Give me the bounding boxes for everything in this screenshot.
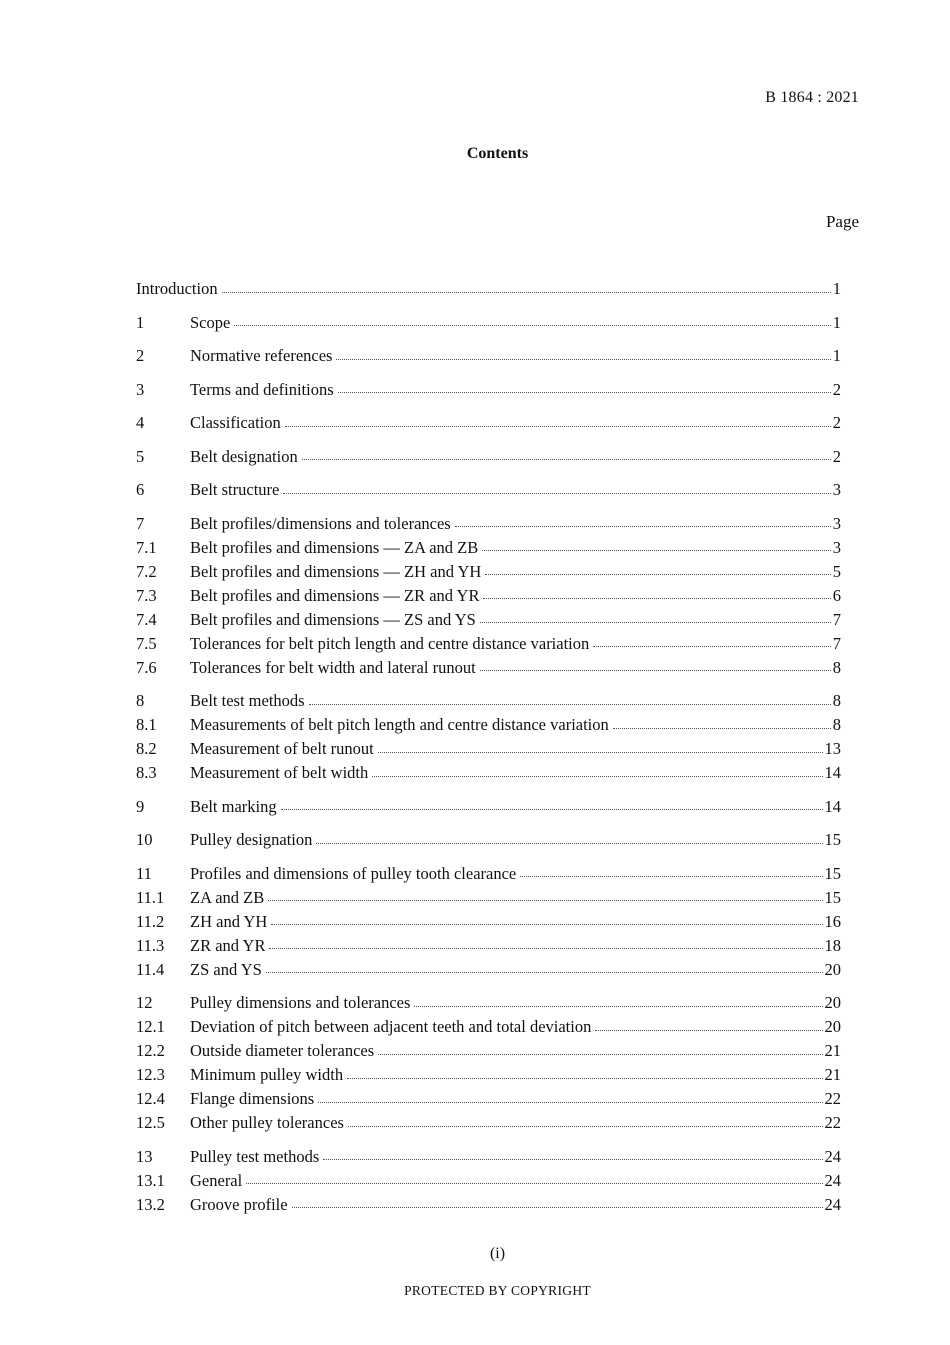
toc-entry-number: 13 <box>136 1146 153 1166</box>
toc-entry-title: Tolerances for belt pitch length and centre distance variation <box>190 633 590 653</box>
dot-leader <box>323 1159 822 1160</box>
toc-entry-title: Deviation of pitch between adjacent teeth and total deviation <box>190 1017 592 1036</box>
toc-entry-page: 8 <box>832 657 841 677</box>
dot-leader <box>482 550 830 551</box>
toc-entry-page: 22 <box>824 1089 841 1108</box>
toc-entry-title: Pulley designation <box>190 830 313 849</box>
toc-entry-title: Minimum pulley width <box>190 1065 344 1084</box>
toc-entry-number: 7.4 <box>136 609 157 629</box>
toc-entry-page: 2 <box>832 379 841 399</box>
toc-entry-number: 12.1 <box>136 1017 165 1036</box>
dot-leader <box>595 1030 822 1031</box>
toc-entry-page: 1 <box>832 279 841 298</box>
dot-leader <box>348 1126 823 1127</box>
toc-entry-page: 5 <box>832 561 841 581</box>
toc-entry-number: 7.3 <box>136 585 157 605</box>
toc-entry-page: 2 <box>832 413 841 432</box>
toc-entry[interactable] <box>136 862 841 886</box>
toc-entry-number: 12 <box>136 993 153 1012</box>
toc-entry-page: 8 <box>832 715 841 734</box>
toc-entry-title: ZH and YH <box>190 911 268 931</box>
toc-entry-number: 7.6 <box>136 657 157 677</box>
toc-entry[interactable] <box>136 277 841 301</box>
toc-entry-page: 20 <box>824 1017 841 1036</box>
dot-leader <box>336 359 830 360</box>
toc-entry[interactable] <box>136 886 841 910</box>
toc-entry-page: 20 <box>824 959 841 979</box>
dot-leader <box>338 392 831 393</box>
toc-entry-title: General <box>190 1170 243 1190</box>
toc-entry-title: Belt profiles and dimensions — ZH and YH <box>190 561 482 581</box>
toc-entry[interactable] <box>136 1063 841 1087</box>
toc-entry-title: Measurement of belt width <box>190 763 369 782</box>
dot-leader <box>520 876 822 877</box>
toc-entry[interactable] <box>136 1111 841 1135</box>
dot-leader <box>271 924 822 925</box>
toc-entry-number: 12.4 <box>136 1089 165 1108</box>
toc-entry-title: Measurements of belt pitch length and centre distance variation <box>190 715 609 734</box>
toc-entry-page: 15 <box>824 863 841 883</box>
toc-entry[interactable] <box>136 713 841 737</box>
toc-entry-page: 1 <box>832 346 841 365</box>
dot-leader <box>246 1183 822 1184</box>
toc-entry-number: 7 <box>136 513 145 533</box>
dot-leader <box>268 900 822 901</box>
footer-page-number: (i) <box>489 1245 506 1262</box>
toc-entry-page: 18 <box>824 935 841 955</box>
toc-entry[interactable] <box>136 311 841 335</box>
toc-entry[interactable] <box>136 344 841 368</box>
dot-leader <box>485 574 830 575</box>
toc-entry[interactable] <box>136 378 841 402</box>
toc-entry-page: 2 <box>832 446 841 466</box>
toc-entry-number: 13.1 <box>136 1170 165 1190</box>
dot-leader <box>613 728 831 729</box>
toc-entry-number: 5 <box>136 446 145 466</box>
toc-entry-number: 12.5 <box>136 1113 165 1132</box>
toc-entry-title: Belt profiles and dimensions — ZA and ZB <box>190 537 479 557</box>
toc-entry[interactable] <box>136 1015 841 1039</box>
toc-entry-number: 4 <box>136 413 145 432</box>
table-of-contents <box>136 277 841 1217</box>
toc-entry[interactable] <box>136 1169 841 1193</box>
toc-entry-page: 24 <box>824 1194 841 1214</box>
dot-leader <box>593 646 830 647</box>
toc-entry-title: ZA and ZB <box>190 887 265 907</box>
dot-leader <box>480 670 831 671</box>
toc-entry[interactable] <box>136 828 841 852</box>
toc-entry-title: Belt profiles/dimensions and tolerances <box>190 513 451 533</box>
toc-entry-title: Terms and definitions <box>190 379 334 399</box>
toc-entry[interactable] <box>136 411 841 435</box>
toc-entry-number: 3 <box>136 379 145 399</box>
toc-entry-title: Classification <box>190 413 281 432</box>
page-column-label: Page <box>825 212 859 231</box>
toc-entry-number: 7.2 <box>136 561 157 581</box>
toc-entry-title: ZS and YS <box>190 959 262 979</box>
toc-entry-page: 21 <box>824 1065 841 1084</box>
toc-entry-page: 3 <box>832 480 841 499</box>
toc-entry-number: 6 <box>136 480 145 499</box>
dot-leader <box>234 325 830 326</box>
toc-entry-page: 7 <box>832 609 841 629</box>
dot-leader <box>483 598 830 599</box>
toc-entry-title: Scope <box>190 312 231 332</box>
toc-entry-page: 14 <box>824 796 841 816</box>
toc-entry[interactable] <box>136 737 841 761</box>
toc-entry-title: Tolerances for belt width and lateral runout <box>190 657 476 677</box>
toc-entry-number: 2 <box>136 346 145 365</box>
dot-leader <box>455 526 831 527</box>
dot-leader <box>292 1207 823 1208</box>
toc-entry[interactable] <box>136 910 841 934</box>
toc-entry-page: 16 <box>824 911 841 931</box>
toc-entry-title: Measurement of belt runout <box>190 739 374 758</box>
dot-leader <box>316 843 822 844</box>
document-code: B 1864 : 2021 <box>765 89 859 106</box>
dot-leader <box>266 972 823 973</box>
toc-entry-number: 8.3 <box>136 763 157 782</box>
toc-entry[interactable] <box>136 1193 841 1217</box>
toc-entry-title: Profiles and dimensions of pulley tooth clearance <box>190 863 517 883</box>
toc-entry-title: Introduction <box>136 279 218 298</box>
toc-entry[interactable] <box>136 761 841 785</box>
dot-leader <box>269 948 822 949</box>
toc-entry-number: 8 <box>136 691 145 710</box>
dot-leader <box>347 1078 822 1079</box>
toc-entry-title: Normative references <box>190 346 333 365</box>
toc-entry[interactable] <box>136 795 841 819</box>
toc-entry[interactable] <box>136 1145 841 1169</box>
toc-entry-title: Belt profiles and dimensions — ZR and YR <box>190 585 480 605</box>
toc-entry[interactable] <box>136 560 841 584</box>
toc-entry-number: 11.3 <box>136 935 165 955</box>
toc-entry[interactable] <box>136 536 841 560</box>
toc-entry-title: Belt marking <box>190 796 277 816</box>
toc-entry-page: 21 <box>824 1041 841 1060</box>
toc-entry-page: 3 <box>832 513 841 533</box>
toc-entry[interactable] <box>136 1087 841 1111</box>
dot-leader <box>480 622 831 623</box>
toc-entry[interactable] <box>136 512 841 536</box>
toc-entry-title: Pulley dimensions and tolerances <box>190 993 411 1012</box>
dot-leader <box>222 292 831 293</box>
toc-entry-page: 6 <box>832 585 841 605</box>
toc-entry[interactable] <box>136 608 841 632</box>
toc-entry[interactable] <box>136 958 841 982</box>
toc-entry-number: 13.2 <box>136 1194 165 1214</box>
toc-entry-page: 1 <box>832 312 841 332</box>
toc-entry-page: 15 <box>824 830 841 849</box>
toc-entry[interactable] <box>136 934 841 958</box>
dot-leader <box>372 776 822 777</box>
dot-leader <box>309 704 831 705</box>
toc-entry-number: 7.5 <box>136 633 157 653</box>
dot-leader <box>378 1054 822 1055</box>
toc-entry[interactable] <box>136 632 841 656</box>
toc-entry-number: 11 <box>136 863 152 883</box>
toc-entry[interactable] <box>136 689 841 713</box>
toc-entry-title: Belt test methods <box>190 691 305 710</box>
toc-entry-page: 3 <box>832 537 841 557</box>
toc-entry-number: 10 <box>136 830 153 849</box>
toc-entry-title: Belt profiles and dimensions — ZS and YS <box>190 609 476 629</box>
toc-entry[interactable] <box>136 445 841 469</box>
dot-leader <box>414 1006 822 1007</box>
toc-entry-number: 11.2 <box>136 911 165 931</box>
toc-entry-page: 8 <box>832 691 841 710</box>
dot-leader <box>318 1102 822 1103</box>
dot-leader <box>283 493 830 494</box>
toc-entry-number: 1 <box>136 312 145 332</box>
toc-entry-page: 14 <box>824 763 841 782</box>
toc-entry-title: Other pulley tolerances <box>190 1113 344 1132</box>
toc-entry-number: 8.2 <box>136 739 157 758</box>
toc-entry-number: 9 <box>136 796 145 816</box>
toc-entry-page: 13 <box>824 739 841 758</box>
toc-entry-title: Belt designation <box>190 446 298 466</box>
dot-leader <box>285 426 831 427</box>
toc-entry[interactable] <box>136 656 841 680</box>
toc-entry-page: 20 <box>824 993 841 1012</box>
toc-entry-number: 11.4 <box>136 959 165 979</box>
dot-leader <box>281 809 823 810</box>
dot-leader <box>302 459 831 460</box>
toc-entry-page: 7 <box>832 633 841 653</box>
copyright-notice: PROTECTED BY COPYRIGHT <box>404 1283 591 1298</box>
toc-entry-page: 24 <box>824 1146 841 1166</box>
toc-entry-title: Flange dimensions <box>190 1089 315 1108</box>
toc-entry-title: ZR and YR <box>190 935 266 955</box>
toc-entry-page: 15 <box>824 887 841 907</box>
contents-title: Contents <box>466 145 529 162</box>
toc-entry-title: Outside diameter tolerances <box>190 1041 375 1060</box>
toc-entry[interactable] <box>136 1039 841 1063</box>
toc-entry-number: 12.2 <box>136 1041 165 1060</box>
toc-entry-title: Pulley test methods <box>190 1146 320 1166</box>
toc-entry-number: 7.1 <box>136 537 157 557</box>
toc-entry-page: 24 <box>824 1170 841 1190</box>
toc-entry-page: 22 <box>824 1113 841 1132</box>
toc-entry-number: 12.3 <box>136 1065 165 1084</box>
toc-entry-title: Belt structure <box>190 480 280 499</box>
toc-entry-number: 8.1 <box>136 715 157 734</box>
toc-entry[interactable] <box>136 584 841 608</box>
dot-leader <box>378 752 823 753</box>
toc-entry[interactable] <box>136 478 841 502</box>
toc-entry-number: 11.1 <box>136 887 165 907</box>
toc-entry-title: Groove profile <box>190 1194 288 1214</box>
toc-entry[interactable] <box>136 991 841 1015</box>
